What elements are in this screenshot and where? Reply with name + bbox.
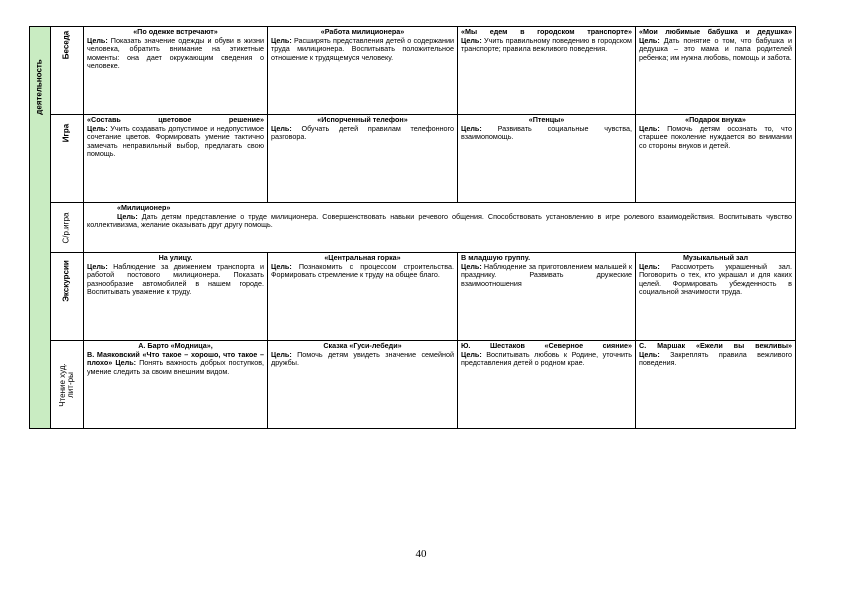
- row-label-cell: [51, 27, 84, 115]
- cell-body: Цель: Познакомить с процессом строительства. Формировать стремление к труду на общее благо.: [271, 261, 455, 280]
- table-row: [30, 203, 796, 253]
- row-label: Игра: [61, 123, 71, 143]
- plan-cell: [84, 27, 268, 115]
- cell-body: Цель: Развивать социальные чувства, взаимопомощь.: [461, 123, 633, 142]
- plan-cell: [458, 115, 636, 203]
- cell-body: Цель: Учить правильному поведению в городском транспорте; правила вежливого поведения.: [461, 35, 632, 54]
- cell-title: На улицу.: [158, 253, 193, 262]
- cell-title: А. Барто «Модница»,: [138, 341, 213, 350]
- plan-cell: [84, 253, 268, 341]
- cell-body: Цель: Дать понятие о том, что бабушка и дедушка – это мама и папа родителей ребенка; им нужна любовь, помощь и забота.: [639, 35, 793, 62]
- cell-title: Ю. Шестаков «Северное сияние»: [461, 341, 632, 350]
- plan-cell: [268, 341, 458, 429]
- row-label: Беседа: [61, 30, 71, 60]
- cell-body: Цель: Дать детям представление о труде милиционера. Совершенствовать навыки речевого общения. Способствовать установлению в игре ролевого взаимодействия. Воспитывать чувство коллективизма, желание оказывать друг другу помощь.: [87, 211, 792, 230]
- cell-body: Цель: Воспитывать любовь к Родине, уточнить представления детей о родном крае.: [461, 349, 633, 368]
- table-row: [30, 341, 796, 429]
- row-label-cell: [51, 253, 84, 341]
- cell-body: Цель: Рассмотреть украшенный зал. Поговорить о тех, кто украшал и для каких целей. Формировать убежденность в социальной значимости труда.: [639, 261, 792, 297]
- row-label-cell: [51, 115, 84, 203]
- cell-body: Цель: Помочь детям осознать то, что старшее поколение нуждается во внимании со стороны внуков и детей.: [639, 123, 793, 150]
- cell-body: Цель: Учить создавать допустимое и недопустимое сочетание цветов. Формировать умение тактично замечать неправильный выбор, предлагать свою помощь.: [87, 123, 264, 159]
- cell-body: Цель: Наблюдение за движением транспорта и работой постового милиционера. Показать разнообразие автомобилей в нашем городе. Воспитывать уважение к труду.: [87, 261, 264, 297]
- cell-title: Музыкальный зал: [682, 253, 749, 262]
- plan-cell-wide: [84, 203, 796, 253]
- side-category-cell: [30, 27, 51, 429]
- cell-title: С. Маршак «Ежели вы вежливы»: [639, 341, 792, 350]
- cell-body: Цель: Обучать детей правилам телефонного разговора.: [271, 123, 454, 142]
- cell-body: Цель: Помочь детям увидеть значение семейной дружбы.: [271, 349, 454, 368]
- table-row: [30, 115, 796, 203]
- plan-cell: [84, 341, 268, 429]
- cell-body: Цель: Показать значение одежды и обуви в жизни человека, обратить внимание на этикетные моменты: она дает окружающим сведения о человеке.: [87, 35, 264, 71]
- cell-title: Сказка «Гуси-лебеди»: [323, 341, 402, 350]
- row-label-cell: [51, 341, 84, 429]
- plan-cell: [268, 27, 458, 115]
- cell-title: «Подарок внука»: [685, 115, 746, 124]
- cell-title: «Мы едем в городском транспорте»: [461, 27, 632, 36]
- plan-cell: [458, 341, 636, 429]
- cell-body: Цель: Расширять представления детей о содержании труда милиционера. Воспитывать положительное отношение к трудящемуся человеку.: [271, 35, 454, 62]
- row-label-cell: [51, 203, 84, 253]
- cell-title: «Составь цветовое решение»: [87, 115, 264, 124]
- table-row: [30, 27, 796, 115]
- activity-plan-table: [29, 26, 796, 429]
- plan-cell: [636, 253, 796, 341]
- cell-title: В младшую группу.: [461, 253, 531, 262]
- plan-cell: [84, 115, 268, 203]
- plan-cell: [636, 115, 796, 203]
- cell-title: «Милиционер»: [117, 203, 171, 212]
- row-label: С/р.игра: [61, 212, 71, 243]
- cell-title: «Центральная горка»: [324, 253, 401, 262]
- row-label: Экскурсии: [61, 260, 71, 302]
- plan-cell: [458, 27, 636, 115]
- cell-title: «Птенцы»: [528, 115, 565, 124]
- cell-title: «Работа милиционера»: [320, 27, 405, 36]
- cell-title: «По одежке встречают»: [133, 27, 218, 36]
- cell-body: В. Маяковский «Что такое – хорошо, что такое – плохо» Цель: Понять важность добрых поступков, умение следить за своим внешним видом.: [87, 349, 265, 376]
- plan-cell: [268, 253, 458, 341]
- cell-body: Цель: Наблюдение за приготовлением малышей к празднику. Развивать дружеские взаимоотношения: [461, 261, 632, 288]
- side-category-label: деятельность: [34, 59, 44, 115]
- plan-cell: [268, 115, 458, 203]
- page-number: 40: [415, 548, 427, 560]
- cell-body: Цель: Закреплять правила вежливого поведения.: [639, 349, 793, 368]
- plan-cell: [636, 341, 796, 429]
- plan-cell: [458, 253, 636, 341]
- cell-title: «Мои любимые бабушка и дедушка»: [639, 27, 792, 36]
- plan-cell: [636, 27, 796, 115]
- row-label: Чтение худ. лит-ры: [58, 362, 75, 407]
- cell-title: «Испорченный телефон»: [317, 115, 408, 124]
- table-row: [30, 253, 796, 341]
